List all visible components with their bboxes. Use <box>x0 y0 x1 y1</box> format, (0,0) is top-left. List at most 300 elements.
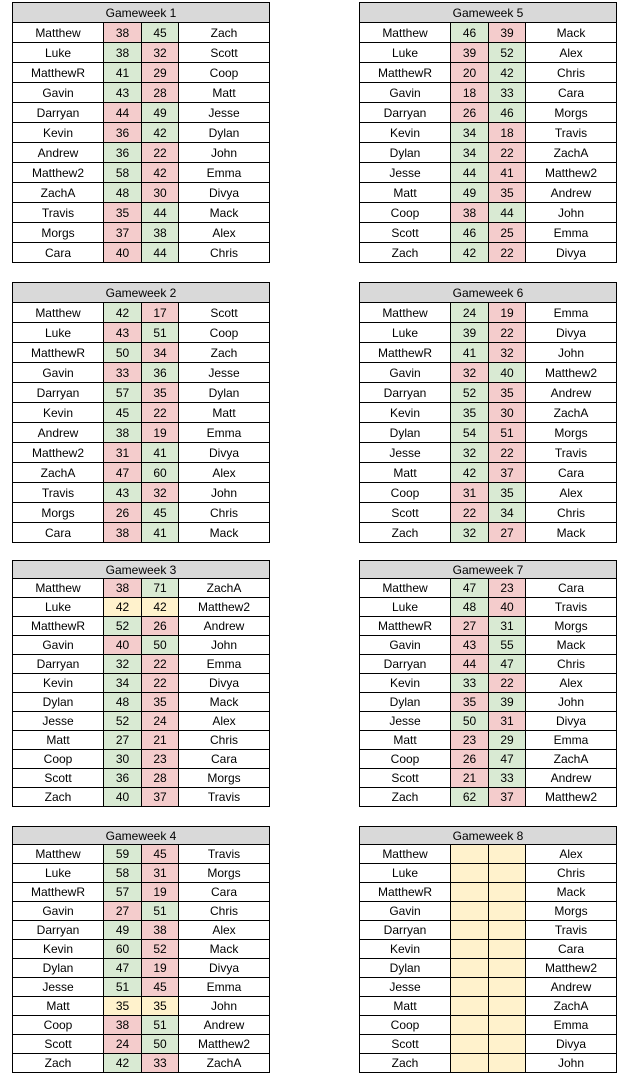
away-player[interactable]: Cara <box>526 463 617 483</box>
home-player[interactable]: Kevin <box>13 123 104 143</box>
away-player[interactable]: Zach <box>179 23 270 43</box>
home-score[interactable]: 32 <box>451 523 489 543</box>
away-score[interactable]: 38 <box>142 921 179 940</box>
away-score[interactable]: 34 <box>142 343 179 363</box>
home-player[interactable]: Jesse <box>360 712 451 731</box>
home-player[interactable]: MatthewR <box>13 63 104 83</box>
home-score[interactable]: 36 <box>104 143 142 163</box>
away-player[interactable]: Alex <box>526 845 617 864</box>
away-score[interactable]: 24 <box>142 712 179 731</box>
away-player[interactable]: Cara <box>526 940 617 959</box>
away-score[interactable]: 33 <box>489 769 526 788</box>
away-score[interactable]: 42 <box>142 163 179 183</box>
home-player[interactable]: Jesse <box>13 712 104 731</box>
home-player[interactable]: Matt <box>13 731 104 750</box>
home-score[interactable]: 46 <box>451 23 489 43</box>
home-score[interactable] <box>451 902 489 921</box>
home-score[interactable] <box>451 978 489 997</box>
home-score[interactable]: 30 <box>104 750 142 769</box>
away-score[interactable]: 35 <box>489 383 526 403</box>
home-player[interactable]: MatthewR <box>13 883 104 902</box>
away-score[interactable]: 19 <box>142 959 179 978</box>
away-player[interactable]: John <box>179 143 270 163</box>
home-score[interactable]: 38 <box>104 23 142 43</box>
home-score[interactable] <box>451 921 489 940</box>
home-score[interactable]: 26 <box>451 103 489 123</box>
home-player[interactable]: Zach <box>13 1054 104 1073</box>
away-score[interactable]: 36 <box>142 363 179 383</box>
home-player[interactable]: Zach <box>360 243 451 263</box>
home-score[interactable] <box>451 1054 489 1073</box>
away-score[interactable]: 32 <box>142 43 179 63</box>
home-score[interactable]: 35 <box>451 403 489 423</box>
away-player[interactable]: Mack <box>179 523 270 543</box>
away-player[interactable]: Travis <box>526 123 617 143</box>
home-player[interactable]: Jesse <box>360 978 451 997</box>
away-player[interactable]: Emma <box>179 423 270 443</box>
away-score[interactable]: 32 <box>142 483 179 503</box>
away-player[interactable]: Andrew <box>179 1016 270 1035</box>
home-player[interactable]: Luke <box>13 598 104 617</box>
away-score[interactable]: 45 <box>142 503 179 523</box>
away-player[interactable]: Travis <box>526 443 617 463</box>
away-score[interactable]: 44 <box>142 203 179 223</box>
away-score[interactable]: 18 <box>489 123 526 143</box>
away-player[interactable]: Dylan <box>179 123 270 143</box>
home-player[interactable]: Gavin <box>360 83 451 103</box>
away-score[interactable]: 51 <box>142 902 179 921</box>
home-player[interactable]: Matthew <box>13 23 104 43</box>
away-player[interactable]: Mack <box>526 883 617 902</box>
home-player[interactable]: Kevin <box>13 940 104 959</box>
away-score[interactable]: 22 <box>489 443 526 463</box>
home-score[interactable]: 26 <box>104 503 142 523</box>
home-score[interactable] <box>451 883 489 902</box>
away-score[interactable]: 28 <box>142 83 179 103</box>
away-player[interactable]: Chris <box>179 731 270 750</box>
away-score[interactable] <box>489 997 526 1016</box>
away-score[interactable]: 21 <box>142 731 179 750</box>
away-score[interactable]: 22 <box>489 674 526 693</box>
away-score[interactable]: 46 <box>489 103 526 123</box>
home-score[interactable]: 62 <box>451 788 489 807</box>
away-player[interactable]: Morgs <box>526 902 617 921</box>
away-player[interactable]: Divya <box>526 323 617 343</box>
home-score[interactable]: 32 <box>104 655 142 674</box>
home-score[interactable]: 50 <box>451 712 489 731</box>
home-score[interactable]: 41 <box>451 343 489 363</box>
away-player[interactable]: Morgs <box>526 103 617 123</box>
away-score[interactable]: 33 <box>489 83 526 103</box>
home-score[interactable]: 22 <box>451 503 489 523</box>
away-player[interactable]: Chris <box>526 63 617 83</box>
away-player[interactable]: ZachA <box>526 997 617 1016</box>
home-score[interactable]: 49 <box>104 921 142 940</box>
home-score[interactable]: 43 <box>104 323 142 343</box>
home-score[interactable]: 27 <box>104 902 142 921</box>
away-player[interactable]: Jesse <box>179 363 270 383</box>
away-score[interactable]: 52 <box>142 940 179 959</box>
home-score[interactable]: 20 <box>451 63 489 83</box>
home-player[interactable]: Coop <box>360 750 451 769</box>
away-score[interactable]: 42 <box>142 123 179 143</box>
home-player[interactable]: Kevin <box>13 674 104 693</box>
home-score[interactable] <box>451 959 489 978</box>
away-player[interactable]: Divya <box>179 959 270 978</box>
away-score[interactable]: 51 <box>142 1016 179 1035</box>
away-player[interactable]: ZachA <box>526 750 617 769</box>
home-player[interactable]: Luke <box>360 598 451 617</box>
home-player[interactable]: Luke <box>13 43 104 63</box>
home-score[interactable]: 34 <box>451 123 489 143</box>
away-score[interactable]: 60 <box>142 463 179 483</box>
away-score[interactable]: 31 <box>489 617 526 636</box>
home-score[interactable]: 52 <box>451 383 489 403</box>
away-player[interactable]: Divya <box>526 1035 617 1054</box>
home-score[interactable]: 60 <box>104 940 142 959</box>
away-player[interactable]: Matthew2 <box>526 163 617 183</box>
away-player[interactable]: Morgs <box>179 864 270 883</box>
away-score[interactable]: 41 <box>142 523 179 543</box>
home-player[interactable]: Gavin <box>360 902 451 921</box>
home-score[interactable]: 43 <box>104 83 142 103</box>
away-player[interactable]: Morgs <box>179 769 270 788</box>
home-player[interactable]: Coop <box>360 483 451 503</box>
away-score[interactable]: 52 <box>489 43 526 63</box>
home-score[interactable]: 27 <box>451 617 489 636</box>
home-score[interactable]: 45 <box>104 403 142 423</box>
home-score[interactable]: 42 <box>451 463 489 483</box>
away-player[interactable]: Morgs <box>526 617 617 636</box>
home-score[interactable]: 38 <box>104 43 142 63</box>
home-player[interactable]: Andrew <box>13 423 104 443</box>
away-player[interactable]: Matt <box>179 403 270 423</box>
away-score[interactable]: 44 <box>489 203 526 223</box>
away-score[interactable]: 45 <box>142 23 179 43</box>
home-player[interactable]: Jesse <box>13 978 104 997</box>
home-player[interactable]: MatthewR <box>13 343 104 363</box>
home-player[interactable]: Coop <box>13 1016 104 1035</box>
away-player[interactable]: Emma <box>179 655 270 674</box>
home-score[interactable]: 33 <box>104 363 142 383</box>
home-player[interactable]: Scott <box>360 223 451 243</box>
away-player[interactable]: Travis <box>526 598 617 617</box>
away-score[interactable] <box>489 921 526 940</box>
away-player[interactable]: Zach <box>179 343 270 363</box>
away-score[interactable] <box>489 1016 526 1035</box>
home-score[interactable]: 38 <box>104 423 142 443</box>
away-player[interactable]: Emma <box>179 163 270 183</box>
home-player[interactable]: Scott <box>360 1035 451 1054</box>
away-score[interactable]: 37 <box>142 788 179 807</box>
home-score[interactable]: 43 <box>104 483 142 503</box>
home-player[interactable]: Matthew <box>360 303 451 323</box>
away-player[interactable]: John <box>526 343 617 363</box>
away-player[interactable]: John <box>526 1054 617 1073</box>
home-player[interactable]: Matt <box>360 183 451 203</box>
home-score[interactable]: 58 <box>104 163 142 183</box>
away-score[interactable]: 22 <box>142 403 179 423</box>
away-score[interactable]: 22 <box>489 143 526 163</box>
home-score[interactable]: 36 <box>104 769 142 788</box>
away-score[interactable] <box>489 883 526 902</box>
home-player[interactable]: MatthewR <box>360 63 451 83</box>
home-player[interactable]: Kevin <box>360 403 451 423</box>
home-player[interactable]: Cara <box>13 243 104 263</box>
home-score[interactable]: 42 <box>451 243 489 263</box>
away-player[interactable]: Coop <box>179 63 270 83</box>
home-player[interactable]: Zach <box>13 788 104 807</box>
away-player[interactable]: Alex <box>179 463 270 483</box>
away-score[interactable]: 22 <box>142 674 179 693</box>
home-score[interactable]: 34 <box>104 674 142 693</box>
away-player[interactable]: John <box>526 693 617 712</box>
away-score[interactable]: 22 <box>489 243 526 263</box>
home-player[interactable]: Matt <box>13 997 104 1016</box>
away-player[interactable]: Matthew2 <box>526 959 617 978</box>
home-player[interactable]: Matthew <box>360 845 451 864</box>
home-score[interactable]: 57 <box>104 883 142 902</box>
away-score[interactable]: 19 <box>489 303 526 323</box>
away-player[interactable]: Mack <box>179 203 270 223</box>
away-player[interactable]: Alex <box>526 674 617 693</box>
away-player[interactable]: Chris <box>526 655 617 674</box>
home-player[interactable]: Matthew <box>360 23 451 43</box>
away-player[interactable]: Travis <box>179 788 270 807</box>
home-score[interactable]: 41 <box>104 63 142 83</box>
away-player[interactable]: John <box>179 483 270 503</box>
home-score[interactable]: 39 <box>451 323 489 343</box>
away-player[interactable]: Emma <box>526 1016 617 1035</box>
home-score[interactable]: 52 <box>104 712 142 731</box>
home-player[interactable]: Gavin <box>13 902 104 921</box>
home-score[interactable] <box>451 845 489 864</box>
home-player[interactable]: Darryan <box>360 921 451 940</box>
away-player[interactable]: Cara <box>526 579 617 598</box>
away-player[interactable]: Matthew2 <box>179 598 270 617</box>
away-score[interactable] <box>489 1054 526 1073</box>
home-player[interactable]: Dylan <box>13 693 104 712</box>
away-score[interactable]: 30 <box>489 403 526 423</box>
home-score[interactable] <box>451 864 489 883</box>
home-player[interactable]: Matthew <box>13 579 104 598</box>
away-player[interactable]: Scott <box>179 43 270 63</box>
home-score[interactable]: 31 <box>104 443 142 463</box>
away-player[interactable]: Mack <box>526 636 617 655</box>
home-score[interactable]: 37 <box>104 223 142 243</box>
home-score[interactable]: 32 <box>451 363 489 383</box>
home-player[interactable]: Zach <box>360 788 451 807</box>
home-player[interactable]: ZachA <box>13 183 104 203</box>
home-player[interactable]: Darryan <box>13 383 104 403</box>
away-score[interactable]: 49 <box>142 103 179 123</box>
away-player[interactable]: Dylan <box>179 383 270 403</box>
home-player[interactable]: Kevin <box>360 674 451 693</box>
home-player[interactable]: Matthew <box>13 845 104 864</box>
away-player[interactable]: Chris <box>179 503 270 523</box>
away-player[interactable]: Cara <box>179 883 270 902</box>
home-player[interactable]: Dylan <box>360 423 451 443</box>
home-score[interactable]: 54 <box>451 423 489 443</box>
home-player[interactable]: Dylan <box>360 693 451 712</box>
home-player[interactable]: Gavin <box>360 363 451 383</box>
home-score[interactable]: 26 <box>451 750 489 769</box>
home-player[interactable]: Matt <box>360 997 451 1016</box>
away-score[interactable]: 71 <box>142 579 179 598</box>
home-player[interactable]: Jesse <box>360 163 451 183</box>
away-player[interactable]: John <box>526 203 617 223</box>
home-score[interactable]: 35 <box>104 203 142 223</box>
away-score[interactable]: 40 <box>489 363 526 383</box>
away-score[interactable] <box>489 864 526 883</box>
away-player[interactable]: Matthew2 <box>526 363 617 383</box>
away-score[interactable]: 42 <box>142 598 179 617</box>
away-player[interactable]: Scott <box>179 303 270 323</box>
home-score[interactable]: 24 <box>451 303 489 323</box>
home-score[interactable]: 58 <box>104 864 142 883</box>
home-score[interactable]: 33 <box>451 674 489 693</box>
away-score[interactable]: 51 <box>489 423 526 443</box>
away-score[interactable]: 25 <box>489 223 526 243</box>
away-player[interactable]: Cara <box>179 750 270 769</box>
away-player[interactable]: Divya <box>179 183 270 203</box>
home-score[interactable]: 31 <box>451 483 489 503</box>
home-score[interactable]: 48 <box>104 183 142 203</box>
home-score[interactable]: 50 <box>104 343 142 363</box>
away-player[interactable]: Travis <box>526 921 617 940</box>
home-score[interactable]: 48 <box>451 598 489 617</box>
home-score[interactable]: 35 <box>451 693 489 712</box>
away-player[interactable]: Mack <box>526 23 617 43</box>
away-player[interactable]: Divya <box>526 243 617 263</box>
home-player[interactable]: Matthew <box>360 579 451 598</box>
home-score[interactable] <box>451 1035 489 1054</box>
away-score[interactable]: 35 <box>142 997 179 1016</box>
away-score[interactable]: 26 <box>142 617 179 636</box>
away-score[interactable]: 41 <box>142 443 179 463</box>
home-score[interactable]: 38 <box>451 203 489 223</box>
away-score[interactable]: 31 <box>142 864 179 883</box>
home-score[interactable]: 42 <box>104 598 142 617</box>
away-score[interactable]: 37 <box>489 788 526 807</box>
home-player[interactable]: Coop <box>13 750 104 769</box>
home-player[interactable]: Darryan <box>13 921 104 940</box>
away-score[interactable]: 19 <box>142 883 179 902</box>
home-player[interactable]: Travis <box>13 203 104 223</box>
home-player[interactable]: Gavin <box>13 83 104 103</box>
away-score[interactable] <box>489 1035 526 1054</box>
home-score[interactable]: 38 <box>104 1016 142 1035</box>
home-player[interactable]: MatthewR <box>360 617 451 636</box>
away-player[interactable]: John <box>179 636 270 655</box>
home-player[interactable]: Morgs <box>13 223 104 243</box>
home-score[interactable]: 44 <box>451 655 489 674</box>
home-score[interactable] <box>451 997 489 1016</box>
home-player[interactable]: Gavin <box>360 636 451 655</box>
home-score[interactable]: 34 <box>451 143 489 163</box>
home-player[interactable]: Zach <box>360 1054 451 1073</box>
away-player[interactable]: Emma <box>526 303 617 323</box>
away-player[interactable]: Emma <box>526 731 617 750</box>
home-score[interactable]: 27 <box>104 731 142 750</box>
away-player[interactable]: Divya <box>179 443 270 463</box>
away-player[interactable]: ZachA <box>179 579 270 598</box>
away-player[interactable]: Divya <box>179 674 270 693</box>
home-score[interactable]: 23 <box>451 731 489 750</box>
away-player[interactable]: Alex <box>179 921 270 940</box>
away-player[interactable]: Chris <box>526 503 617 523</box>
away-score[interactable] <box>489 940 526 959</box>
away-score[interactable]: 44 <box>142 243 179 263</box>
home-score[interactable]: 52 <box>104 617 142 636</box>
away-score[interactable] <box>489 978 526 997</box>
home-score[interactable]: 47 <box>104 463 142 483</box>
home-score[interactable]: 40 <box>104 788 142 807</box>
away-score[interactable] <box>489 959 526 978</box>
home-player[interactable]: Kevin <box>360 940 451 959</box>
home-score[interactable]: 46 <box>451 223 489 243</box>
away-player[interactable]: Chris <box>179 902 270 921</box>
home-player[interactable]: Coop <box>360 1016 451 1035</box>
away-score[interactable]: 17 <box>142 303 179 323</box>
away-player[interactable]: Alex <box>526 483 617 503</box>
away-player[interactable]: Andrew <box>526 383 617 403</box>
home-score[interactable]: 38 <box>104 579 142 598</box>
home-player[interactable]: Luke <box>360 43 451 63</box>
away-score[interactable]: 27 <box>489 523 526 543</box>
home-score[interactable]: 35 <box>104 997 142 1016</box>
home-score[interactable] <box>451 1016 489 1035</box>
home-score[interactable]: 47 <box>104 959 142 978</box>
home-player[interactable]: Coop <box>360 203 451 223</box>
home-score[interactable] <box>451 940 489 959</box>
away-score[interactable]: 23 <box>489 579 526 598</box>
home-player[interactable]: Scott <box>13 1035 104 1054</box>
home-player[interactable]: Darryan <box>13 103 104 123</box>
away-score[interactable]: 50 <box>142 1035 179 1054</box>
away-score[interactable]: 47 <box>489 750 526 769</box>
away-score[interactable]: 33 <box>142 1054 179 1073</box>
away-score[interactable]: 34 <box>489 503 526 523</box>
home-player[interactable]: Luke <box>360 323 451 343</box>
away-player[interactable]: John <box>179 997 270 1016</box>
away-score[interactable]: 28 <box>142 769 179 788</box>
home-score[interactable]: 42 <box>104 1054 142 1073</box>
away-score[interactable]: 45 <box>142 845 179 864</box>
home-score[interactable]: 47 <box>451 579 489 598</box>
away-player[interactable]: Alex <box>526 43 617 63</box>
home-score[interactable]: 44 <box>104 103 142 123</box>
away-player[interactable]: ZachA <box>526 403 617 423</box>
home-score[interactable]: 44 <box>451 163 489 183</box>
home-score[interactable]: 36 <box>104 123 142 143</box>
away-player[interactable]: Mack <box>179 940 270 959</box>
away-score[interactable]: 39 <box>489 693 526 712</box>
home-player[interactable]: Gavin <box>13 363 104 383</box>
away-player[interactable]: Emma <box>179 978 270 997</box>
away-score[interactable]: 35 <box>489 183 526 203</box>
home-player[interactable]: Dylan <box>360 143 451 163</box>
home-player[interactable]: Cara <box>13 523 104 543</box>
away-player[interactable]: Mack <box>179 693 270 712</box>
away-score[interactable]: 30 <box>142 183 179 203</box>
away-player[interactable]: Chris <box>526 864 617 883</box>
away-player[interactable]: ZachA <box>526 143 617 163</box>
away-score[interactable]: 35 <box>142 383 179 403</box>
home-player[interactable]: Matt <box>360 463 451 483</box>
away-score[interactable]: 22 <box>142 655 179 674</box>
home-player[interactable]: MatthewR <box>360 343 451 363</box>
